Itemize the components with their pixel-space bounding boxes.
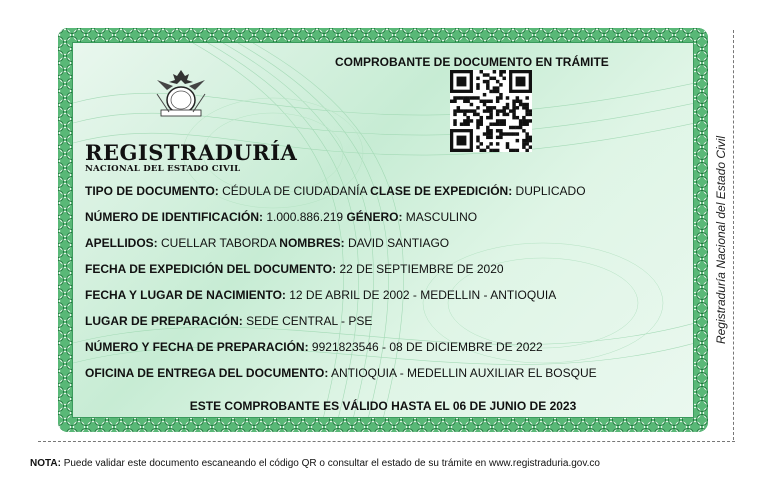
field-label: NOMBRES: <box>279 236 345 250</box>
field-value: CÉDULA DE CIUDADANÍA <box>222 184 367 198</box>
validation-note <box>30 458 600 469</box>
field-row <box>85 262 504 276</box>
field-label: TIPO DE DOCUMENTO: <box>85 184 219 198</box>
field-label: OFICINA DE ENTREGA DEL DOCUMENTO: <box>85 366 329 380</box>
field-label: CLASE DE EXPEDICIÓN: <box>370 184 513 198</box>
field-row <box>85 210 477 224</box>
logo-subtitle: NACIONAL DEL ESTADO CIVIL <box>85 164 241 174</box>
field-row <box>85 366 597 380</box>
field-value: CUELLAR TABORDA <box>161 236 276 250</box>
field-value: 22 DE SEPTIEMBRE DE 2020 <box>339 262 504 276</box>
card-body <box>72 42 694 418</box>
field-row <box>85 340 543 354</box>
field-row <box>85 184 586 198</box>
cut-line-vertical <box>733 30 734 440</box>
field-label: FECHA Y LUGAR DE NACIMIENTO: <box>85 288 286 302</box>
cut-line-horizontal <box>38 441 735 442</box>
logo-title: REGISTRADURÍA <box>85 140 298 165</box>
field-label: GÉNERO: <box>346 210 403 224</box>
coat-of-arms-emblem <box>151 66 211 124</box>
side-caption: Registraduría Nacional del Estado Civil <box>714 135 728 345</box>
field-label: NÚMERO Y FECHA DE PREPARACIÓN: <box>85 340 309 354</box>
field-value: 1.000.886.219 <box>266 210 344 224</box>
validity-notice: ESTE COMPROBANTE ES VÁLIDO HASTA EL 06 DE JUNIO DE 2023 <box>189 399 577 413</box>
field-row <box>85 288 556 302</box>
receipt-card <box>58 28 708 432</box>
qr-code[interactable] <box>450 70 532 152</box>
registraduria-logo <box>85 140 297 174</box>
field-label: APELLIDOS: <box>85 236 158 250</box>
field-row <box>85 314 372 328</box>
field-row <box>85 236 449 250</box>
field-value: SEDE CENTRAL - PSE <box>246 314 373 328</box>
field-value: 12 DE ABRIL DE 2002 - MEDELLIN - ANTIOQUIA <box>289 288 557 302</box>
field-label: NÚMERO DE IDENTIFICACIÓN: <box>85 210 263 224</box>
field-value: 9921823546 - 08 DE DICIEMBRE DE 2022 <box>311 340 543 354</box>
document-heading: COMPROBANTE DE DOCUMENTO EN TRÁMITE <box>335 55 609 69</box>
note-label: NOTA: <box>30 458 61 469</box>
field-value: DUPLICADO <box>515 184 586 198</box>
field-value: DAVID SANTIAGO <box>347 236 450 250</box>
note-text: Puede validar este documento escaneando el código QR o consultar el estado de su trámite en www.registraduria.gov.co <box>63 458 600 469</box>
field-value: ANTIOQUIA - MEDELLIN AUXILIAR EL BOSQUE <box>331 366 597 380</box>
field-label: LUGAR DE PREPARACIÓN: <box>85 314 243 328</box>
field-label: FECHA DE EXPEDICIÓN DEL DOCUMENTO: <box>85 262 337 276</box>
field-value: MASCULINO <box>405 210 478 224</box>
